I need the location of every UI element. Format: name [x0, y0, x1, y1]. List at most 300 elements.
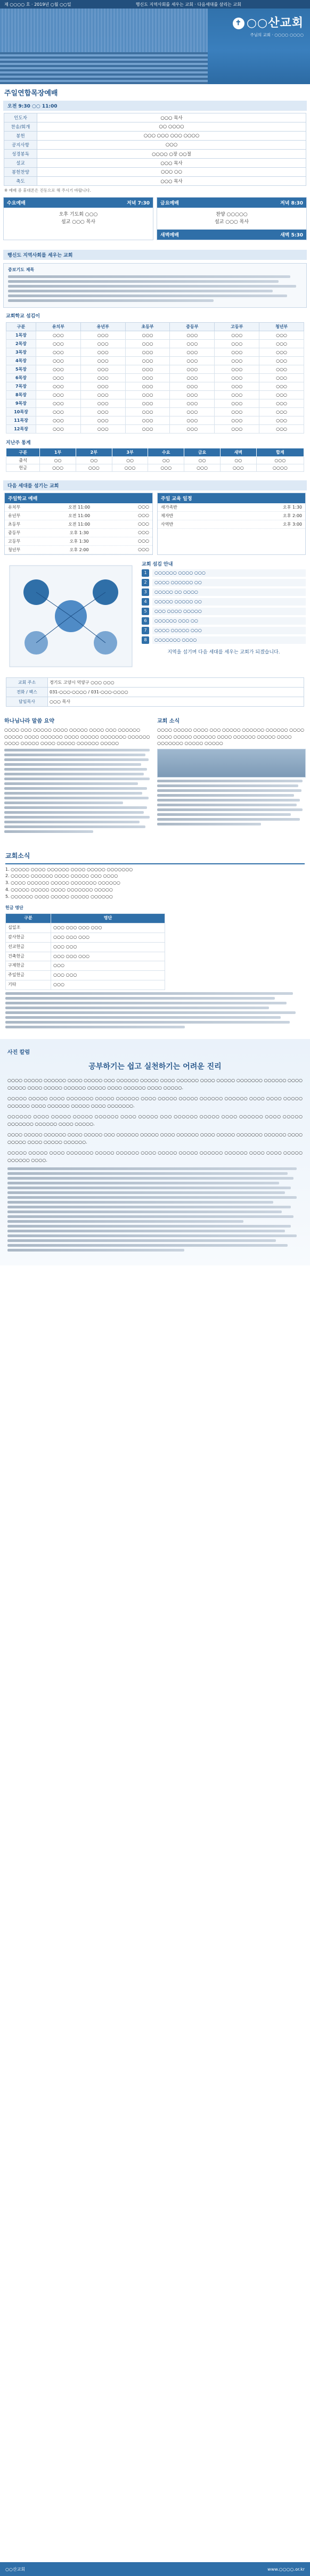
servant-cell: ○○○	[36, 416, 81, 424]
servant-cell: ○○○	[259, 348, 304, 356]
worship-row-value: ○○○ 목사	[37, 113, 306, 122]
morning-time: 새벽 5:30	[280, 232, 303, 238]
servant-cell: ○○○	[170, 390, 215, 399]
worship-row-label: 설교	[4, 159, 37, 168]
offering-row	[6, 952, 165, 961]
education-cell: 사역반	[161, 521, 174, 527]
attendance-cell: 출석	[6, 456, 40, 464]
servant-cell: ○○○	[125, 382, 170, 390]
offering-cell: 십일조	[6, 923, 51, 933]
servant-cell: ○○○	[259, 331, 304, 339]
church-name: ○○산교회	[246, 16, 304, 30]
attendance-cell: ○○	[220, 456, 256, 464]
servant-cell: ○○○	[80, 339, 125, 348]
contact-value: 경기도 고양시 덕양구 ○○○ ○○○	[48, 677, 304, 687]
announcements	[0, 848, 310, 1033]
sunday-school-title: 주일학교 예배	[5, 493, 152, 503]
service-flow	[0, 557, 310, 675]
contact-value: ○○○ 목사	[48, 697, 304, 706]
servant-cell: ○○○	[215, 356, 259, 365]
worship-note: ※ 예배 중 휴대폰은 진동으로 해 주시기 바랍니다.	[4, 188, 92, 193]
sunday-school-cell: 오후 2:00	[69, 547, 89, 552]
sunday-school-cell: 유치부	[8, 504, 21, 510]
offering-header-row	[6, 914, 165, 923]
attendance-header-cell: 새벽	[220, 448, 256, 456]
church-subtitle: 주님의 교회 · ○○○○ ○○○○	[250, 32, 304, 37]
servant-cell: 12목장	[6, 424, 36, 433]
worship-row	[4, 150, 306, 159]
essay-paragraph: ○○○○○○ ○○○○ ○○○○○ ○○○○○ ○○○○○○ ○○○○ ○○○○○ ○○○ ○○○○○○ ○○○○○ ○○○○ ○○○○○○ ○○○○ ○○○○○ ○○○○○○○ ○○○○○○ ○○○○ ○○○○○.	[7, 1114, 303, 1126]
servant-cell: ○○○	[125, 373, 170, 382]
announcement-item: 2. ○○○○○ ○○○○○○ ○○○○ ○○○○○ ○○○ ○○○○	[5, 873, 118, 879]
sunday-school-cell: 오후 1:30	[69, 538, 89, 544]
header-slogan: 행신도 지역사회를 세우는 교회 · 다음세대를 살리는 교회	[135, 2, 241, 7]
footer-church: ○○산교회	[5, 2566, 26, 2572]
offering-row	[6, 961, 165, 971]
servant-header-cell: 고등부	[215, 322, 259, 331]
servant-cell: 10목장	[6, 407, 36, 416]
servant-cell: ○○○	[125, 416, 170, 424]
offering-cell: ○○○ ○○○ ○○○ ○○○	[51, 923, 165, 933]
servant-cell: ○○○	[215, 399, 259, 407]
worship-row-value: ○○○ ○○	[37, 168, 306, 177]
wednesday-title: 수요예배	[7, 201, 26, 206]
wednesday-time: 저녁 7:30	[127, 201, 150, 206]
flow-step-text: ○○○○ ○○○○○ ○○○	[152, 627, 306, 634]
servant-cell: ○○○	[80, 382, 125, 390]
servant-cell: ○○○	[36, 348, 81, 356]
offering-header-cell: 명단	[51, 914, 165, 923]
essay-tag: 사진 칼럼	[7, 1049, 30, 1056]
servant-cell: ○○○	[80, 356, 125, 365]
schedule-bar	[3, 480, 307, 490]
servant-cell: ○○○	[36, 424, 81, 433]
flow-step-text: ○○○○○ ○○ ○○○○	[152, 588, 306, 596]
offering-row	[6, 971, 165, 980]
attendance-row	[6, 464, 304, 471]
servant-cell: 8목장	[6, 390, 36, 399]
flow-step-text: ○○○○○○○ ○○○○	[152, 636, 306, 644]
flow-step-text: ○○○○○○ ○○○ ○○	[152, 617, 306, 625]
flow-step-number: 8	[142, 636, 149, 644]
flow-step	[142, 608, 306, 615]
education	[157, 493, 306, 555]
sunday-school-cell: ○○○	[138, 504, 149, 509]
servant-cell: ○○○	[36, 390, 81, 399]
worship-row-label: 봉헌	[4, 132, 37, 141]
servant-cell: ○○○	[36, 382, 81, 390]
worship-time-bar	[3, 101, 307, 111]
servant-cell: ○○○	[125, 331, 170, 339]
offering-row	[6, 942, 165, 952]
flow-step-number: 7	[142, 627, 149, 634]
servant-header-row	[6, 322, 304, 331]
servant-cell: ○○○	[80, 390, 125, 399]
offering-cell: ○○○ ○○○	[51, 971, 165, 980]
worship-row-label: 성경봉독	[4, 150, 37, 159]
servant-cell: ○○○	[170, 416, 215, 424]
attendance-cell: ○○○	[40, 464, 76, 471]
servant-cell: ○○○	[170, 348, 215, 356]
congregation-photo	[0, 9, 208, 84]
morning-title: 새벽예배	[160, 232, 179, 238]
offering-cell: 선교헌금	[6, 942, 51, 952]
announcement-lines	[5, 992, 305, 1028]
attendance-cell: ○○○	[112, 464, 148, 471]
friday-time: 저녁 8:30	[280, 201, 303, 206]
attendance-cell: ○○	[40, 456, 76, 464]
offering-title: 헌금 명단	[5, 905, 23, 910]
wednesday-service	[3, 197, 153, 240]
flow-step	[142, 617, 306, 625]
sunday-school-cell: ○○○	[138, 529, 149, 535]
flow-step-number: 2	[142, 579, 149, 586]
servant-cell: ○○○	[259, 390, 304, 399]
worship-title: 주일연합목장예배	[4, 89, 58, 97]
servant-cell: ○○○	[36, 339, 81, 348]
flow-step-text: ○○○○○○ ○○○○ ○○○	[152, 569, 306, 577]
offering-row	[6, 923, 165, 933]
servant-cell: ○○○	[259, 416, 304, 424]
worship-row-value: ○○○ 목사	[37, 159, 306, 168]
servant-cell: 7목장	[6, 382, 36, 390]
attendance-cell: ○○○	[220, 464, 256, 471]
servant-cell: 11목장	[6, 416, 36, 424]
contact-row	[6, 677, 304, 687]
sunday-school-cell: 고등부	[8, 538, 21, 544]
worship-row-label: 찬송/회개	[4, 122, 37, 132]
servant-cell: ○○○	[125, 424, 170, 433]
education-cell: 새가족반	[161, 504, 177, 510]
prayer-section-title: 행신도 지역사회를 세우는 교회	[7, 252, 73, 258]
servant-cell: 5목장	[6, 365, 36, 373]
servant-header-cell: 유년부	[80, 322, 125, 331]
news-photo	[157, 749, 306, 778]
announcement-item: 4. ○○○○○ ○○○○○ ○○○○ ○○○○○○○ ○○○○○	[5, 887, 113, 893]
essay-paragraph: ○○○○○ ○○○○○ ○○○○ ○○○○○○○ ○○○○○ ○○○○○○ ○○○○ ○○○○○ ○○○○○ ○○○○○○ ○○○○○○ ○○○○ ○○○○ ○○○○○ ○○○○○○ ○○○○.	[7, 1150, 303, 1163]
contact-label: 전화 / 팩스	[6, 687, 48, 697]
servant-cell: ○○○	[80, 399, 125, 407]
servant-cell: ○○○	[125, 365, 170, 373]
prayer-box-title: 중보기도 제목	[8, 267, 35, 272]
essay-title: 공부하기는 쉽고 실천하기는 어려운 진리	[88, 1062, 222, 1071]
sermon-summary-title: 하나님나라 말씀 요약	[4, 718, 54, 724]
servant-cell: ○○○	[170, 356, 215, 365]
attendance-header-cell: 2부	[76, 448, 112, 456]
servant-cell: ○○○	[170, 399, 215, 407]
flow-step-number: 4	[142, 598, 149, 606]
attendance-header-cell: 구분	[6, 448, 40, 456]
servant-row	[6, 416, 304, 424]
servant-cell: ○○○	[125, 399, 170, 407]
news	[0, 714, 310, 839]
sunday-school-row	[5, 546, 152, 554]
education-row	[158, 520, 305, 529]
servant-cell: 9목장	[6, 399, 36, 407]
cross-icon: ✝	[233, 18, 244, 29]
sunday-school-cell: 오후 1:30	[69, 530, 89, 535]
attendance-cell: 헌금	[6, 464, 40, 471]
attendance-header-cell: 수요	[148, 448, 184, 456]
worship-row	[4, 168, 306, 177]
worship-row	[4, 159, 306, 168]
servant-cell: ○○○	[80, 331, 125, 339]
header-top-strip	[0, 0, 310, 9]
worship-row-label: 축도	[4, 177, 37, 186]
servant-cell: ○○○	[80, 373, 125, 382]
flow-step-number: 5	[142, 608, 149, 615]
offering-cell: 건축헌금	[6, 952, 51, 961]
attendance-header-cell: 합계	[256, 448, 304, 456]
servant-cell: ○○○	[170, 424, 215, 433]
column-essay	[0, 1039, 310, 1265]
servant-cell: ○○○	[215, 382, 259, 390]
prayer-lines	[8, 275, 302, 302]
announcement-item: 1. ○○○○○ ○○○○ ○○○○○○ ○○○○ ○○○○○ ○○○○○○○	[5, 866, 133, 872]
flow-steps	[142, 560, 306, 672]
servant-cell: ○○○	[259, 373, 304, 382]
flow-step	[142, 636, 306, 644]
essay-body	[7, 1077, 303, 1164]
attendance-header-cell: 3부	[112, 448, 148, 456]
attendance-cell: ○○	[76, 456, 112, 464]
servant-cell: ○○○	[125, 390, 170, 399]
servant-cell: ○○○	[80, 348, 125, 356]
flow-diagram	[4, 560, 137, 672]
schedule	[0, 490, 310, 557]
worship-times: 오전 9:30 ○○ 11:00	[7, 104, 58, 109]
attendance-cell: ○○○	[184, 464, 221, 471]
friday-service	[157, 197, 307, 240]
sunday-school-cell: 청년부	[8, 547, 21, 552]
prayer-section-bar	[3, 250, 307, 260]
essay-paragraph: ○○○○○ ○○○○○ ○○○○ ○○○○○○○ ○○○○○ ○○○○○○ ○○○○ ○○○○○ ○○○○○ ○○○○○○ ○○○○○○ ○○○○ ○○○○ ○○○○○ ○○○○○○ ○○○○ ○○○○○○ ○○○○○ ○○○○ ○○○○○○○.	[7, 1095, 303, 1108]
offering-cell: ○○○ ○○○	[51, 942, 165, 952]
announcement-item: 5. ○○○○○○ ○○○○ ○○○○○ ○○○○○ ○○○○○○	[5, 894, 113, 899]
servant-cell: ○○○	[259, 399, 304, 407]
servant-cell: ○○○	[170, 331, 215, 339]
servant-cell: ○○○	[259, 382, 304, 390]
footer	[0, 2562, 310, 2576]
offering-row	[6, 933, 165, 943]
sermon-summary-lines	[4, 749, 153, 833]
contact-label: 담임목사	[6, 697, 48, 706]
servant-cell: ○○○	[170, 407, 215, 416]
sunday-school-cell: ○○○	[138, 521, 149, 526]
sunday-school	[4, 493, 153, 555]
sunday-school-cell: 초등부	[8, 521, 21, 527]
servant-row	[6, 382, 304, 390]
church-news-title: 교회 소식	[157, 718, 180, 724]
worship-row-value: ○○○ 목사	[37, 177, 306, 186]
servant-table	[6, 322, 304, 434]
offering-cell: ○○○	[51, 980, 165, 990]
sunday-school-cell: 중등부	[8, 530, 21, 535]
servant-cell: ○○○	[80, 407, 125, 416]
servant-cell: ○○○	[215, 365, 259, 373]
worship-row	[4, 132, 306, 141]
sunday-school-row	[5, 503, 152, 512]
sunday-school-cell: 오전 11:00	[68, 504, 91, 510]
servant-cell: ○○○	[215, 407, 259, 416]
flow-step	[142, 569, 306, 577]
servant-header-cell: 초등부	[125, 322, 170, 331]
contact-row	[6, 687, 304, 697]
header	[0, 0, 310, 84]
church-news-lines	[157, 780, 306, 825]
servant-cell: ○○○	[36, 407, 81, 416]
schedule-title: 다음 세대를 섬기는 교회	[7, 483, 59, 489]
servant-row	[6, 390, 304, 399]
servant-cell: ○○○	[215, 339, 259, 348]
education-cell: 제자반	[161, 513, 174, 518]
flow-step-number: 1	[142, 569, 149, 577]
servant-cell: ○○○	[36, 399, 81, 407]
offering-cell: ○○○ ○○○ ○○○	[51, 933, 165, 943]
worship-row-value: ○○○ ○○○ ○○○ ○○○○	[37, 132, 306, 141]
worship-row	[4, 177, 306, 186]
sunday-school-cell: 유년부	[8, 513, 21, 518]
sunday-school-row	[5, 529, 152, 537]
worship-row-value: ○○○○ ○장 ○○절	[37, 150, 306, 159]
offering-table	[5, 913, 165, 989]
attendance-cell: ○○○	[256, 456, 304, 464]
flow-step	[142, 598, 306, 606]
worship-row	[4, 113, 306, 122]
education-cell: 오후 2:00	[283, 513, 302, 518]
church-news-text: ○○○○ ○○○○○ ○○○○ ○○○ ○○○○○ ○○○○○○ ○○○○○○ ○○○○ ○○○○ ○○○○○ ○○○○○○ ○○○○ ○○○○○○ ○○○○○ ○○○○ ○○○○○○○ ○○○○○ ○○○○○	[157, 727, 305, 746]
contact-table	[6, 677, 304, 707]
servant-cell: ○○○	[215, 331, 259, 339]
servant-header-cell: 중등부	[170, 322, 215, 331]
sunday-school-cell: 오전 11:00	[68, 521, 91, 527]
attendance-cell: ○○	[148, 456, 184, 464]
offering-cell: 감사헌금	[6, 933, 51, 943]
worship-order-table	[4, 113, 306, 186]
servant-cell: ○○○	[170, 382, 215, 390]
church-logo	[213, 14, 304, 38]
worship-row	[4, 141, 306, 150]
servant-cell: ○○○	[125, 348, 170, 356]
announcements-title: 교회소식	[5, 851, 305, 864]
worship-row-value: ○○○	[37, 141, 306, 150]
attendance-row	[6, 456, 304, 464]
attendance-table	[6, 448, 304, 472]
servant-cell: ○○○	[170, 365, 215, 373]
contact-value: 031-○○○-○○○○ / 031-○○○-○○○○	[48, 687, 304, 697]
servant-header-cell: 유치부	[36, 322, 81, 331]
essay-paragraph: ○○○○ ○○○○○ ○○○○○○ ○○○○ ○○○○○ ○○○ ○○○○○○ ○○○○○ ○○○○ ○○○○○○ ○○○○ ○○○○○ ○○○○○○○ ○○○○○○ ○○○○ ○○○○○ ○○○○ ○○○○○ ○○○○○○.	[7, 1132, 303, 1144]
sermon-summary	[4, 717, 153, 836]
servant-cell: ○○○	[36, 331, 81, 339]
wednesday-body: 오후 기도회 ○○○ 설교 ○○○ 목사	[59, 212, 98, 225]
servant-cell: ○○○	[215, 390, 259, 399]
education-title: 주일 교육 일정	[158, 493, 305, 503]
servant-row	[6, 424, 304, 433]
servant-cell: ○○○	[259, 407, 304, 416]
servant-cell: ○○○	[125, 356, 170, 365]
attendance-title: 지난주 통계	[6, 440, 31, 446]
education-row	[158, 503, 305, 512]
attendance-cell: ○○○	[148, 464, 184, 471]
sunday-school-row	[5, 537, 152, 546]
flow-caption: 지역을 섬기며 다음 세대를 세우는 교회가 되겠습니다.	[167, 649, 280, 655]
offering-cell: 주일헌금	[6, 971, 51, 980]
worship-row-value: ○○ ○○○○	[37, 122, 306, 132]
announcement-item: 3. ○○○○ ○○○○○○ ○○○○○ ○○○○○○○ ○○○○○○	[5, 880, 120, 886]
attendance-header-cell: 1부	[40, 448, 76, 456]
sermon-summary-text: ○○○○ ○○○ ○○○○○ ○○○○ ○○○○○ ○○○○ ○○○ ○○○○○○ ○○○○○ ○○○○ ○○○○○○ ○○○○ ○○○○○ ○○○○○○○ ○○○○○○ ○○○○ ○○○○○ ○○○○ ○○○○○ ○○○○○○ ○○○○○	[4, 727, 150, 746]
flow-step-number: 6	[142, 617, 149, 625]
servant-cell: 2목장	[6, 339, 36, 348]
servant-table-title: 교회학교 섬김이	[6, 313, 40, 319]
worship-row-label: 공지사항	[4, 141, 37, 150]
servant-row	[6, 356, 304, 365]
servant-row	[6, 365, 304, 373]
servant-cell: ○○○	[125, 407, 170, 416]
servant-cell: ○○○	[170, 339, 215, 348]
servant-cell: ○○○	[259, 339, 304, 348]
friday-title: 금요예배	[160, 201, 179, 206]
offering-cell: 기타	[6, 980, 51, 990]
friday-body: 찬양 ○○○○○ 설교 ○○○ 목사	[214, 212, 249, 225]
worship-row-label: 인도자	[4, 113, 37, 122]
servant-cell: ○○○	[215, 416, 259, 424]
servant-cell: ○○○	[259, 365, 304, 373]
flow-step	[142, 579, 306, 586]
sunday-school-cell: ○○○	[138, 538, 149, 543]
flow-step-text: ○○○ ○○○○ ○○○○○	[152, 608, 306, 615]
essay-paragraph: ○○○○ ○○○○○ ○○○○○○ ○○○○ ○○○○○ ○○○ ○○○○○○ ○○○○○ ○○○○ ○○○○○○ ○○○○ ○○○○○ ○○○○○○○ ○○○○○○ ○○○○ ○○○○○ ○○○○ ○○○○○ ○○○○○○ ○○○○○ ○○○○ ○○○○○○ ○○○○ ○○○○○.	[7, 1077, 303, 1090]
offering-cell: 구제헌금	[6, 961, 51, 971]
servant-row	[6, 339, 304, 348]
footer-website[interactable]: www.○○○○.or.kr	[267, 2566, 305, 2572]
servant-row	[6, 407, 304, 416]
flow-step-text: ○○○○○ ○○○○○ ○○	[152, 598, 306, 606]
flow-step	[142, 588, 306, 596]
church-news	[157, 717, 306, 836]
flow-diagram-graphic	[4, 560, 137, 672]
attendance-cell: ○○	[112, 456, 148, 464]
servant-cell: ○○○	[125, 339, 170, 348]
servant-cell: 3목장	[6, 348, 36, 356]
sunday-school-row	[5, 520, 152, 529]
flow-title: 교회 섬김 안내	[142, 561, 173, 567]
sunday-school-cell: 오전 11:00	[68, 513, 91, 518]
servant-cell: ○○○	[259, 424, 304, 433]
servant-cell: ○○○	[36, 365, 81, 373]
attendance-cell: ○○	[184, 456, 221, 464]
servant-header-cell: 청년부	[259, 322, 304, 331]
essay-lines	[7, 1167, 303, 1252]
servant-cell: ○○○	[80, 424, 125, 433]
sunday-school-cell: ○○○	[138, 512, 149, 518]
servant-cell: ○○○	[215, 424, 259, 433]
weekday-services	[0, 195, 310, 242]
servant-row	[6, 348, 304, 356]
servant-cell: ○○○	[215, 373, 259, 382]
offering-header-cell: 구분	[6, 914, 51, 923]
attendance-cell: ○○○○	[256, 464, 304, 471]
flow-step-text: ○○○○ ○○○○○○ ○○	[152, 579, 306, 586]
offering-row	[6, 980, 165, 990]
attendance-header-row	[6, 448, 304, 456]
education-cell: 오후 1:30	[283, 504, 302, 510]
offering-cell: ○○○ ○○○ ○○○	[51, 952, 165, 961]
servant-cell: ○○○	[170, 373, 215, 382]
servant-row	[6, 399, 304, 407]
sunday-school-row	[5, 512, 152, 520]
